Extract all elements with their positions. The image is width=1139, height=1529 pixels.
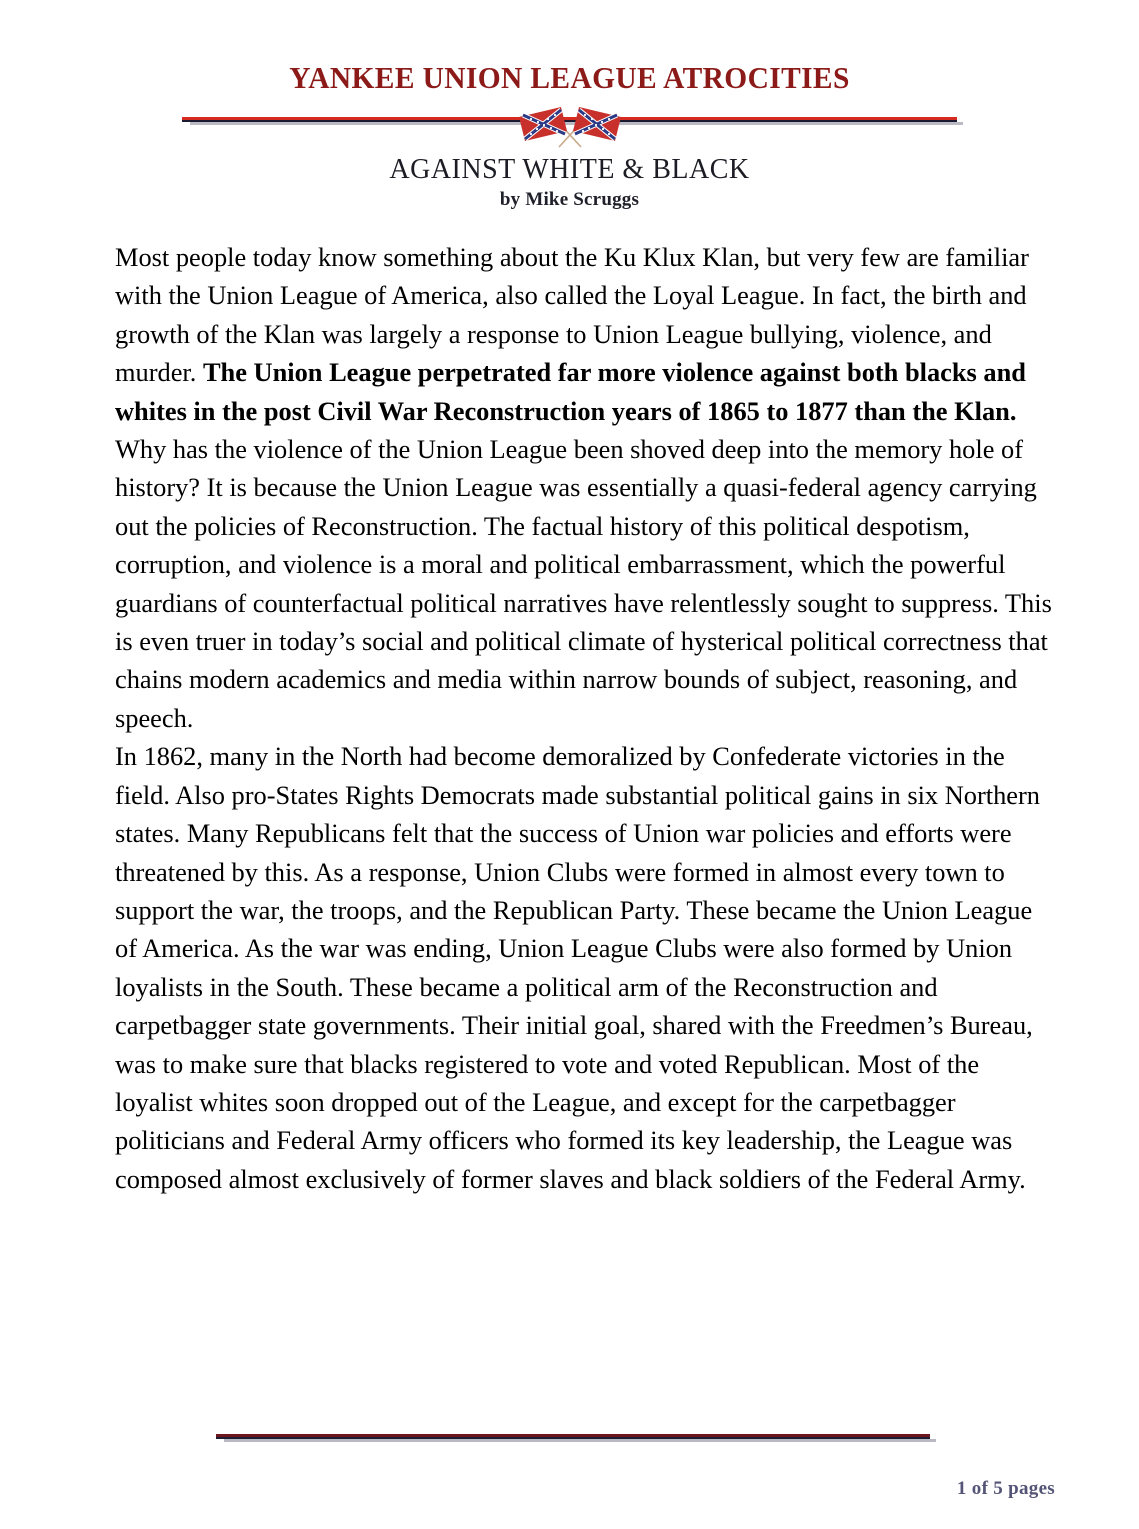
crossed-confederate-battle-flags-icon — [511, 101, 629, 149]
page-indicator: 1 of 5 pages — [956, 1478, 1055, 1499]
footer-rule-shadow — [224, 1439, 936, 1442]
paragraph-2: In 1862, many in the North had become demoralized by Confederate victories in the field. Also pro-States Rights Democrats made substantial political gains in six Northern states. Many Republicans felt that the success of Union war policies and efforts were threatened by this. As a response, Union Clubs were formed in almost every town to support the war, the troops, and the Republican Party. These became the Union League of America. As the war was ending, Union League Clubs were also formed by Union loyalists in the South. These became a political arm of the Reconstruction and carpetbagger state governments. Their initial goal, shared with the Freedmen’s Bureau, was to make sure that blacks registered to vote and voted Republican. Most of the loyalist whites soon dropped out of the League, and except for the carpetbagger politicians and Federal Army officers who formed its key leadership, the League was composed almost exclusively of former slaves and black soldiers of the Federal Army. — [115, 741, 1040, 1194]
paragraph-1-tail: Why has the violence of the Union League been shoved deep into the memory hole of history? It is because the Union League was essentially a quasi-federal agency carrying out the policies of Reconstruction. The factual history of this political despotism, corruption, and violence is a moral and political embarrassment, which the powerful guardians of counterfactual political narratives have relentlessly sought to suppress. This is even truer in today’s social and political climate of hysterical political correctness that chains modern academics and media within narrow bounds of subject, reasoning, and speech. — [115, 434, 1052, 733]
page-title: YANKEE UNION LEAGUE ATROCITIES — [289, 60, 850, 95]
paragraph-1-emphasis: The Union League perpetrated far more violence against both blacks and whites in the post Civil War Reconstruction years of 1865 to 1877 than the Klan. — [115, 357, 1026, 426]
author-byline: by Mike Scruggs — [499, 189, 640, 211]
footer-ornament — [0, 1434, 1139, 1448]
document-subtitle: AGAINST WHITE & BLACK — [389, 154, 750, 185]
document-masthead — [0, 0, 1139, 211]
paragraph-1 — [115, 238, 1057, 737]
paragraph-1-lead: Most people today know something about the Ku Klux Klan, but very few are familiar with the Union League of America, also called the Loyal League. In fact, the birth and growth of the Klan was largely a response to Union League bullying, violence, and murder. — [115, 242, 1029, 388]
article-body — [115, 238, 1057, 1198]
header-ornament — [0, 103, 1139, 143]
